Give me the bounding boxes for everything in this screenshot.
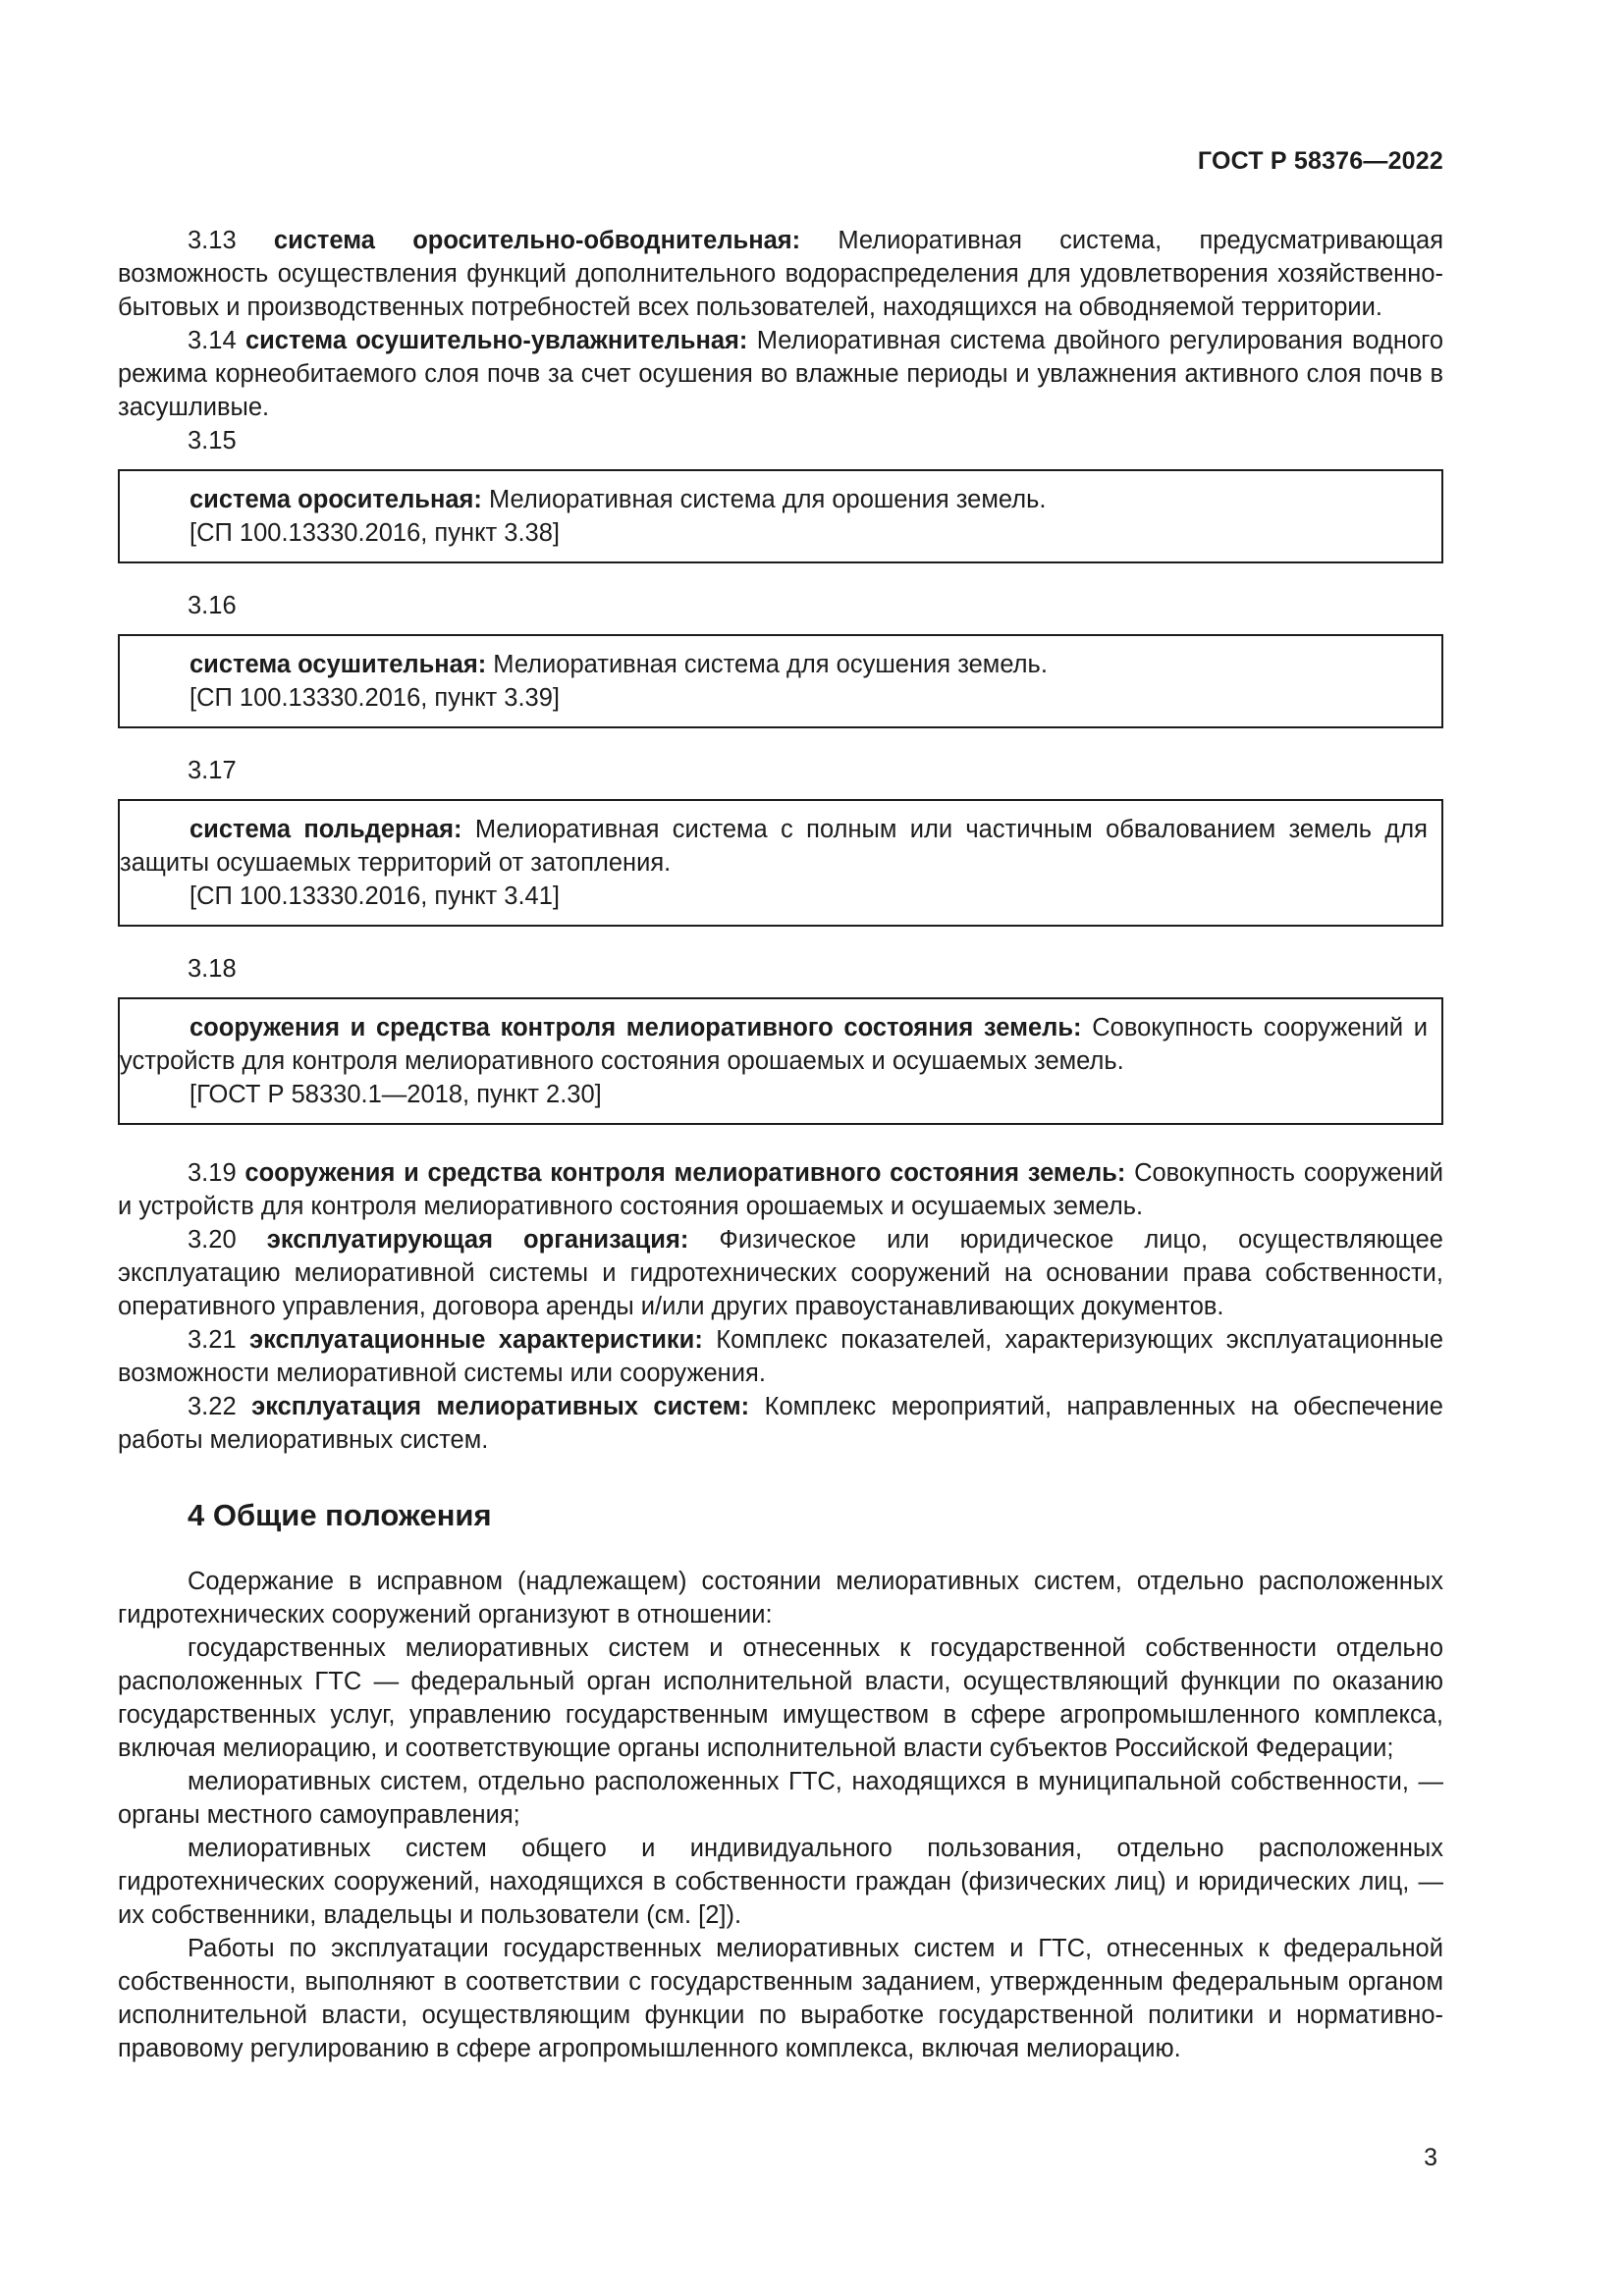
term-3-21 — [118, 1323, 1443, 1390]
term-definition: Мелиоративная система с полным или частичным обвалованием земель для защиты осушаемых территорий от затопления. — [120, 816, 1428, 877]
term-title: система оросительно-обводнительная: — [273, 227, 801, 254]
term-definition: Мелиоративная система для осушения земель. — [486, 651, 1048, 678]
term-3-14 — [118, 324, 1443, 424]
document-code-header: ГОСТ Р 58376—2022 — [1197, 147, 1443, 175]
term-title: эксплуатационные характеристики: — [249, 1326, 703, 1354]
term-reference: [СП 100.13330.2016, пункт 3.41] — [189, 882, 560, 910]
boxed-definition — [120, 813, 1428, 880]
term-definition: Физическое или юридическое лицо, осуществляющее эксплуатацию мелиоративной системы и гидротехнических сооружений на основании права собственности, оперативного управления, договора аренды и/или других правоустанавливающих документов. — [118, 1226, 1443, 1320]
term-number: 3.21 — [188, 1326, 237, 1354]
boxed-term-3-17 — [118, 799, 1443, 927]
boxed-definition — [120, 483, 1428, 516]
term-definition: Комплекс показателей, характеризующих эксплуатационные возможности мелиоративной системы или сооружения. — [118, 1326, 1443, 1387]
section-paragraph: мелиоративных систем общего и индивидуального пользования, отдельно расположенных гидротехнических сооружений, находящихся в собственности граждан (физических лиц) и юридических лиц, — их собственники, владельцы и пользователи (см. [2]). — [118, 1835, 1443, 1929]
section-paragraph: государственных мелиоративных систем и отнесенных к государственной собственности отдельно расположенных ГТС — федеральный орган исполнительной власти, осуществляющий функции по оказанию государственных услуг, управлению государственным имуществом в сфере агропромышленного комплекса, включая мелиорацию, и соответствующие органы исполнительной власти субъектов Российской Федерации; — [118, 1634, 1443, 1762]
term-3-19 — [118, 1156, 1443, 1223]
term-number-3-15: 3.15 — [188, 427, 237, 454]
term-number-3-18: 3.18 — [188, 955, 237, 983]
section-paragraph: Работы по эксплуатации государственных мелиоративных систем и ГТС, отнесенных к федеральной собственности, выполняют в соответствии с государственным заданием, утвержденным федеральным органом исполнительной власти, осуществляющим функции по выработке государственной политики и нормативно-правовому регулированию в сфере агропромышленного комплекса, включая мелиорацию. — [118, 1935, 1443, 2062]
term-number-3-17: 3.17 — [188, 757, 237, 784]
term-title: система осушительная: — [189, 651, 487, 678]
boxed-term-3-15 — [118, 469, 1443, 563]
page-number: 3 — [1424, 2144, 1437, 2171]
boxed-term-3-16 — [118, 634, 1443, 728]
term-title: система осушительно-увлажнительная: — [244, 327, 748, 354]
term-number: 3.22 — [188, 1393, 237, 1420]
term-number: 3.19 — [188, 1159, 237, 1187]
term-number: 3.13 — [188, 227, 237, 254]
page-content — [118, 224, 1443, 2065]
term-number-3-16: 3.16 — [188, 592, 237, 619]
term-definition: Совокупность сооружений и устройств для контроля мелиоративного состояния орошаемых и осушаемых земель. — [118, 1159, 1443, 1220]
section-heading: 4 Общие положения — [188, 1498, 492, 1532]
term-number: 3.14 — [188, 327, 237, 354]
term-reference: [СП 100.13330.2016, пункт 3.38] — [189, 519, 560, 547]
term-title: сооружения и средства контроля мелиоративного состояния земель: — [244, 1159, 1126, 1187]
term-title: сооружения и средства контроля мелиоративного состояния земель: — [189, 1014, 1082, 1041]
section-paragraph: Содержание в исправном (надлежащем) состоянии мелиоративных систем, отдельно расположенных гидротехнических сооружений организуют в отношении: — [118, 1568, 1443, 1629]
term-title: система польдерная: — [189, 816, 462, 843]
term-title: система оросительная: — [189, 486, 482, 513]
boxed-definition — [120, 1011, 1428, 1078]
term-definition: Мелиоративная система двойного регулирования водного режима корнеобитаемого слоя почв за счет осушения во влажные периоды и увлажнения активного слоя почв в засушливые. — [118, 327, 1444, 421]
section-paragraph: мелиоративных систем, отдельно расположенных ГТС, находящихся в муниципальной собственности, — органы местного самоуправления; — [118, 1768, 1443, 1829]
term-reference: [ГОСТ Р 58330.1—2018, пункт 2.30] — [189, 1081, 602, 1108]
term-reference: [СП 100.13330.2016, пункт 3.39] — [189, 684, 560, 712]
boxed-definition — [120, 648, 1428, 681]
term-3-13 — [118, 224, 1443, 324]
term-definition: Мелиоративная система для орошения земель. — [481, 486, 1047, 513]
boxed-term-3-18 — [118, 997, 1443, 1125]
term-3-22 — [118, 1390, 1443, 1457]
term-3-20 — [118, 1223, 1443, 1323]
term-title: эксплуатация мелиоративных систем: — [251, 1393, 750, 1420]
term-definition: Мелиоративная система, предусматривающая возможность осуществления функций дополнительного водораспределения для удовлетворения хозяйственно-бытовых и производственных потребностей всех пользователей, находящихся на обводняемой территории. — [118, 227, 1444, 321]
term-definition: Совокупность сооружений и устройств для контроля мелиоративного состояния орошаемых и осушаемых земель. — [120, 1014, 1428, 1075]
term-number: 3.20 — [188, 1226, 237, 1254]
term-definition: Комплекс мероприятий, направленных на обеспечение работы мелиоративных систем. — [118, 1393, 1443, 1454]
term-title: эксплуатирующая организация: — [266, 1226, 689, 1254]
